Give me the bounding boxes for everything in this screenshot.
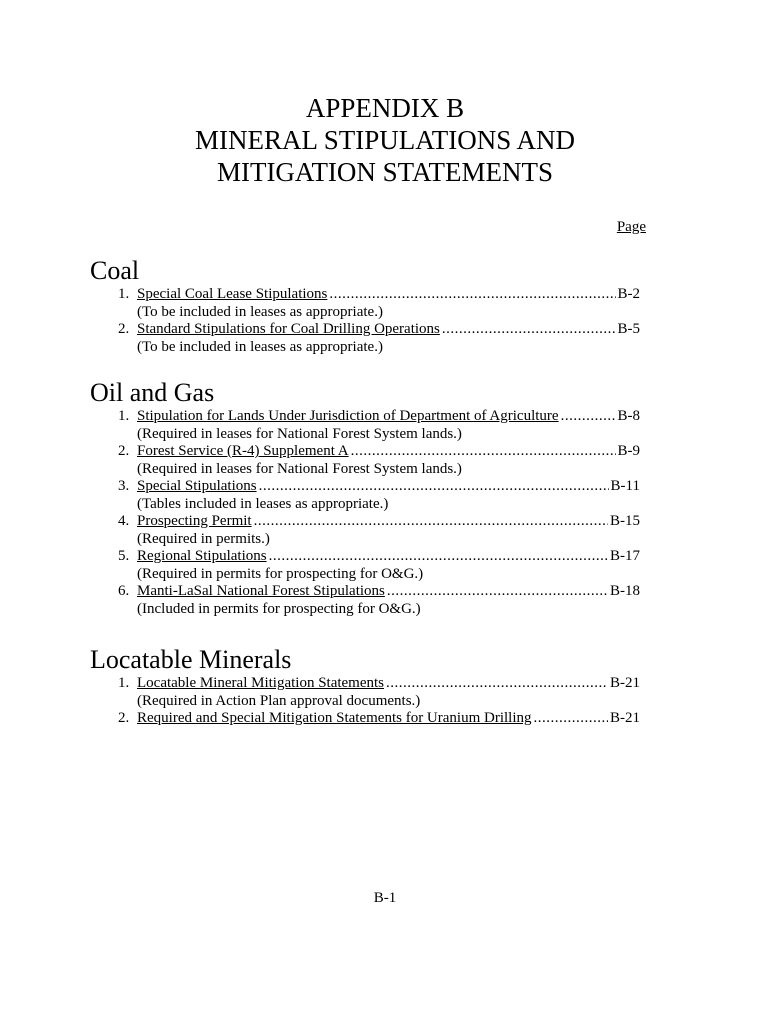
toc-entry [90, 321, 640, 356]
page-title [0, 92, 770, 188]
entry-page-number: B-11 [610, 478, 640, 494]
entry-number: 2. [118, 710, 130, 726]
entry-number: 1. [118, 286, 130, 302]
section-heading: Oil and Gas [90, 378, 215, 407]
toc-entry-line [90, 710, 640, 728]
dot-leader [351, 443, 616, 461]
entry-title-link[interactable]: Prospecting Permit [137, 513, 252, 529]
toc-entry [90, 675, 640, 710]
entry-note: (Tables included in leases as appropriate.) [137, 495, 389, 512]
toc-list [90, 286, 640, 356]
entry-page-number: B-21 [610, 710, 640, 726]
entry-number: 4. [118, 513, 130, 529]
entry-note: (Required in leases for National Forest System lands.) [137, 425, 462, 442]
toc-entry-line [90, 548, 640, 566]
title-line-2: MINERAL STIPULATIONS AND [194, 125, 575, 155]
dot-leader [259, 478, 609, 496]
entry-page-number: B-2 [617, 286, 640, 302]
page-number-footer: B-1 [373, 890, 397, 906]
toc-entry-line [90, 675, 640, 693]
toc-entry [90, 478, 640, 513]
entry-number: 1. [118, 408, 130, 424]
section-oil-and-gas [90, 378, 640, 618]
toc-entry [90, 286, 640, 321]
dot-leader [386, 675, 608, 693]
toc-entry-line [90, 513, 640, 531]
entry-note: (Required in Action Plan approval documents.) [137, 692, 421, 709]
title-line-1: APPENDIX B [305, 93, 465, 123]
entry-note: (To be included in leases as appropriate.) [137, 338, 383, 355]
entry-title-link[interactable]: Manti-LaSal National Forest Stipulations [137, 583, 385, 599]
entry-number: 5. [118, 548, 130, 564]
entry-page-number: B-5 [617, 321, 640, 337]
section-heading: Coal [90, 256, 140, 285]
entry-title-link[interactable]: Special Coal Lease Stipulations [137, 286, 328, 302]
entry-title-link[interactable]: Stipulation for Lands Under Jurisdiction of Department of Agriculture [137, 408, 559, 424]
entry-note: (To be included in leases as appropriate.) [137, 303, 383, 320]
entry-title-link[interactable]: Special Stipulations [137, 478, 257, 494]
entry-page-number: B-15 [610, 513, 640, 529]
toc-entry-line [90, 321, 640, 339]
toc-entry-line [90, 443, 640, 461]
dot-leader [387, 583, 608, 601]
toc-list [90, 675, 640, 728]
entry-number: 1. [118, 675, 130, 691]
entry-page-number: B-9 [617, 443, 640, 459]
toc-entry-line [90, 286, 640, 304]
toc-entry-line [90, 583, 640, 601]
section-heading: Locatable Minerals [90, 645, 292, 674]
dot-leader [254, 513, 608, 531]
dot-leader [329, 286, 615, 304]
toc-entry [90, 548, 640, 583]
toc-entry [90, 443, 640, 478]
toc-entry [90, 408, 640, 443]
page-column-label: Page [616, 219, 646, 235]
title-line-3: MITIGATION STATEMENTS [216, 157, 554, 187]
entry-title-link[interactable]: Locatable Mineral Mitigation Statements [137, 675, 385, 691]
entry-number: 6. [118, 583, 130, 599]
entry-number: 2. [118, 321, 130, 337]
entry-page-number: B-21 [610, 675, 640, 691]
entry-page-number: B-18 [610, 583, 640, 599]
toc-entry-line [90, 478, 640, 496]
dot-leader [561, 408, 616, 426]
entry-page-number: B-8 [617, 408, 640, 424]
entry-number: 2. [118, 443, 130, 459]
entry-number: 3. [118, 478, 130, 494]
entry-title-link[interactable]: Required and Special Mitigation Statements for Uranium Drilling [137, 710, 532, 726]
entry-note: (Included in permits for prospecting for O&G.) [137, 600, 421, 617]
dot-leader [534, 710, 608, 728]
toc-entry [90, 710, 640, 728]
toc-entry-line [90, 408, 640, 426]
entry-title-link[interactable]: Regional Stipulations [137, 548, 267, 564]
dot-leader [269, 548, 608, 566]
entry-title-link[interactable]: Standard Stipulations for Coal Drilling Operations [137, 321, 440, 337]
entry-note: (Required in permits for prospecting for O&G.) [137, 565, 424, 582]
toc-entry [90, 583, 640, 618]
entry-title-link[interactable]: Forest Service (R-4) Supplement A [137, 443, 349, 459]
section-locatable-minerals [90, 645, 640, 728]
dot-leader [442, 321, 616, 339]
entry-page-number: B-17 [610, 548, 640, 564]
toc-entry [90, 513, 640, 548]
toc-list [90, 408, 640, 618]
entry-note: (Required in permits.) [137, 530, 270, 547]
section-coal [90, 256, 640, 356]
entry-note: (Required in leases for National Forest System lands.) [137, 460, 462, 477]
